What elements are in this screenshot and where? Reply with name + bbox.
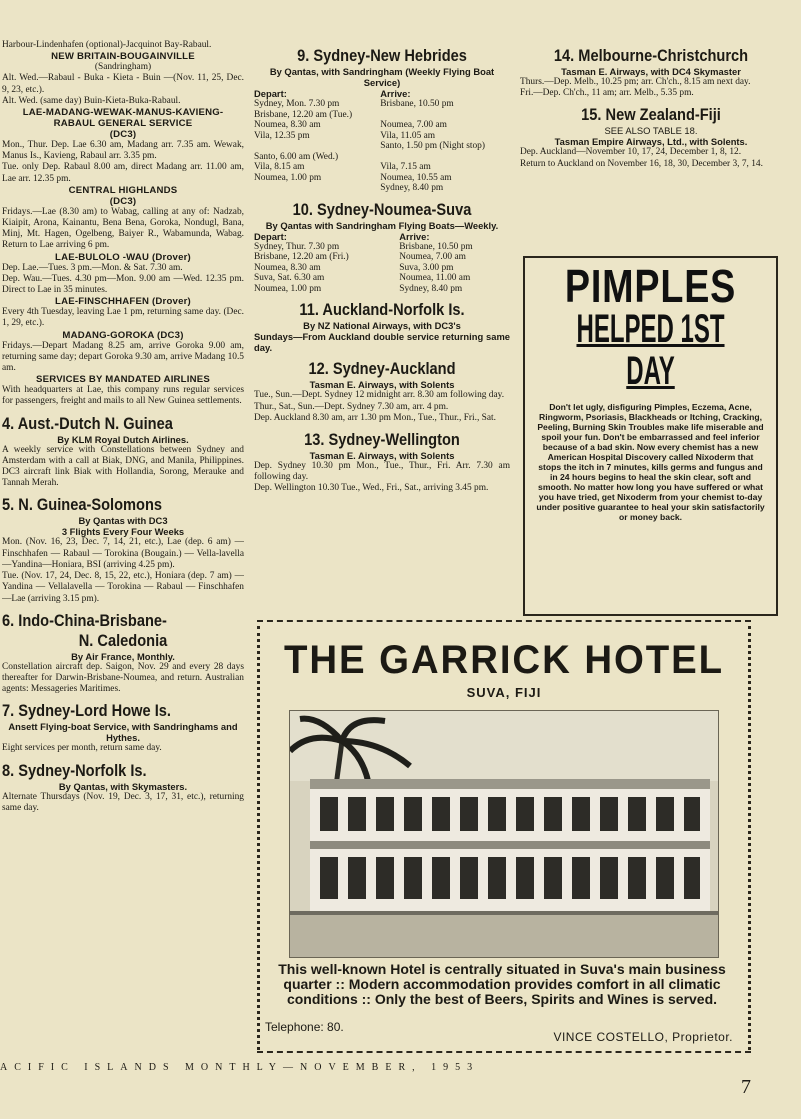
paragraph: Fri.—Dep. Ch'ch., 11 am; arr. Melb., 5.35 pm. — [520, 88, 694, 99]
byline: By Qantas, with Skymasters. — [58, 780, 188, 792]
paragraph: Dep. Wau.—Tues. 4.30 pm—Mon. 9.00 am —Wed. 12.35 pm. Direct to Lae in 35 minutes. — [2, 273, 244, 296]
table-row — [254, 152, 510, 163]
byline: Tasman E. Airways, with Solents — [309, 379, 455, 391]
byline: By Air France, Monthly. — [71, 650, 175, 662]
table-cell — [254, 183, 374, 194]
table-cell: Noumea, 8.30 am — [254, 120, 321, 130]
table-cell — [374, 152, 510, 163]
paragraph: Harbour-Lindenhafen (optional)-Jacquinot Bay-Rabaul. — [2, 40, 212, 50]
table-cell: Suva, 3.00 pm — [399, 262, 454, 273]
section-heading: 13. Sydney-Wellington — [304, 430, 460, 450]
ad-body: Don't let ugly, disfiguring Pimples, Eczema, Acne, Ringworm, Psoriasis, Blackheads or Itching, Cracking, Peeling, Burning Skin Troubles make life miserable and spoil your fun. Don't be embarrassed and feel inferior because of a bad skin. Now every chemist has a new American Hospital Discovery called Nixoderm that stops the itch in 7 minutes, kills germs and fungus and in 24 hours begins to heal the skin clear, soft and smooth. No matter how long you have suffered or what you have tried, get Nixoderm from your chemist to-day under positive guarantee to heal your skin satisfactorily or money back. — [536, 402, 765, 522]
table-cell: Santo, 6.00 am (Wed.) — [254, 151, 339, 162]
border-right — [748, 626, 751, 1050]
section-heading: 5. N. Guinea-Solomons — [2, 495, 163, 515]
section-heading: 6. Indo-China-Brisbane- — [2, 610, 167, 630]
table-cell: Vila, 7.15 am — [380, 162, 431, 172]
footer-masthead: ACIFIC ISLANDS MONTHLY—NOVEMBER, 1953 — [0, 1062, 480, 1073]
table-row — [254, 131, 510, 142]
paragraph: Return to Auckland on November 16, 18, 30, December 3, 7, 14. — [520, 158, 763, 169]
paragraph: Thurs.—Dep. Melb., 10.25 pm; arr. Ch'ch., 8.15 am next day. — [520, 77, 751, 87]
table-row — [254, 183, 510, 194]
arrive-header: Arrive: — [399, 230, 430, 242]
section-heading: 11. Auckland-Norfolk Is. — [299, 300, 465, 319]
route-heading: CENTRAL HIGHLANDS — [68, 184, 178, 196]
table-cell: Vila, 11.05 am — [380, 130, 436, 141]
table-cell: Brisbane, 10.50 pm — [380, 99, 454, 109]
paragraph: Dep. Sydney 10.30 pm Mon., Tue., Thur., Fri. Arr. 7.30 am following day. — [254, 461, 510, 483]
aircraft-type: (Sandringham) — [94, 62, 152, 73]
table-cell: Brisbane, 10.50 pm — [399, 241, 473, 252]
table-cell — [374, 110, 510, 121]
timetable — [254, 231, 510, 295]
table-row — [254, 110, 510, 121]
paragraph: Dep. Wellington 10.30 Tue., Wed., Fri., Sat., arriving 3.45 pm. — [254, 483, 489, 494]
section-heading: 9. Sydney-New Hebrides — [297, 46, 467, 65]
section-heading: 7. Sydney-Lord Howe Is. — [2, 701, 171, 721]
page-number: 7 — [741, 1076, 751, 1098]
table-cell: Noumea, 10.55 am — [380, 172, 452, 183]
paragraph: Alt. Wed. (same day) Buin-Kieta-Buka-Rabaul. — [2, 95, 181, 106]
paragraph: Sundays—From Auckland double service returning same day. — [254, 331, 510, 354]
pimples-advertisement — [523, 256, 778, 616]
section-heading: 15. New Zealand-Fiji — [581, 105, 721, 125]
hotel-telephone: Telephone: 80. — [265, 1020, 344, 1034]
hotel-name: THE GARRICK HOTEL — [283, 638, 725, 682]
paragraph: Tue. (Nov. 17, 24, Dec. 8, 15, 22, etc.), Honiara (dep. 7 am) — Yandina — Vellalavella — Torokina — Rabaul — Finschhafen—Lae (arriving 3.15 pm). — [2, 571, 244, 604]
paragraph: Alt. Wed.—Rabaul - Buka - Kieta - Buin —(Nov. 11, 25, Dec. 9, 23, etc.). — [2, 73, 244, 95]
section-heading: 4. Aust.-Dutch N. Guinea — [2, 413, 173, 433]
paragraph: Tue., Sun.—Dept. Sydney 12 midnight arr. 8.30 am following day. — [254, 390, 505, 401]
hotel-advertisement — [257, 618, 751, 1058]
table-cell: Sydney, 8.40 pm — [380, 183, 444, 193]
paragraph: Mon., Thur. Dep. Lae 6.30 am, Madang arr. 7.35 am. Wewak, Manus Is., Kavieng, Rabaul arr. 3.35 pm. — [2, 140, 244, 162]
table-row — [254, 273, 510, 284]
aircraft-type: (DC3) — [109, 129, 137, 141]
column-middle — [254, 40, 510, 640]
table-row — [254, 99, 510, 110]
table-row — [254, 173, 510, 184]
paragraph: Dep. Lae.—Tues. 3 pm.—Mon. & Sat. 7.30 am. — [2, 262, 183, 273]
byline: By Qantas with DC3 — [78, 515, 168, 527]
table-cell: Sydney, 8.40 pm — [399, 283, 463, 294]
section-heading: 14. Melbourne-Christchurch — [553, 46, 749, 65]
table-cell — [254, 141, 374, 152]
column-left — [2, 40, 244, 1030]
hotel-photo — [289, 710, 719, 958]
border-left — [257, 626, 260, 1050]
table-cell: Suva, Sat. 6.30 am — [254, 273, 325, 283]
see-also-note: SEE ALSO TABLE 18. — [604, 125, 698, 137]
table-cell: Noumea, 11.00 am — [399, 273, 471, 283]
paragraph: A weekly service with Constellations between Sydney and Amsterdam with a call at Biak, DNG, and Manila, Philippines. DC3 aircraft link Biak with Hollandia, Sorong, Merauke and Tannah Merah. — [2, 444, 244, 489]
paragraph: Fridays.—Lae (8.30 am) to Wabag, calling at any of: Nadzab, Kiaipit, Arona, Kainantu, Bena Bena, Goroka, Nondugl, Bana, Minj, Mt. Hagen, Ogelbeng, Baiyer R., Wabamunda, Wabag. Return to Lae arriving 6 pm. — [2, 206, 244, 251]
table-cell: Brisbane, 12.20 am (Tue.) — [254, 109, 353, 120]
table-row — [254, 242, 510, 253]
table-cell: Vila, 8.15 am — [254, 162, 305, 172]
route-heading: MADANG-GOROKA (DC3) — [62, 329, 184, 341]
table-row — [254, 120, 510, 131]
table-cell: Sydney, Thur. 7.30 pm — [254, 241, 340, 252]
byline: Ansett Flying-boat Service, with Sandringhams and Hythes. — [8, 721, 238, 744]
section-heading: 10. Sydney-Noumea-Suva — [292, 199, 472, 219]
table-row — [254, 252, 510, 263]
ad-headline: PIMPLES — [564, 260, 737, 312]
byline: Tasman E. Airways, with Solents — [309, 450, 455, 462]
section-heading: 12. Sydney-Auckland — [308, 359, 456, 379]
table-cell: Sydney, Mon. 7.30 pm — [254, 99, 340, 109]
table-cell: Noumea, 7.00 am — [399, 252, 466, 262]
paragraph: Every 4th Tuesday, leaving Lae 1 pm, returning same day. (Dec. 1, 29, etc.). — [2, 307, 244, 329]
byline: Tasman Empire Airways, Ltd., with Solents. — [554, 136, 748, 148]
paragraph: Fridays.—Depart Madang 8.25 am, arrive Goroka 9.00 am, returning same day; depart Goroka 9.30 am, arrive Madang 10.5 am. — [2, 340, 244, 374]
byline: By Qantas, with Sandringham (Weekly Flying Boat Service) — [269, 66, 495, 88]
hotel-proprietor: VINCE COSTELLO, Proprietor. — [553, 1030, 733, 1044]
hotel-location: SUVA, FIJI — [466, 685, 542, 700]
timetable — [254, 88, 510, 194]
table-cell: Santo, 1.50 pm (Night stop) — [380, 141, 485, 151]
hotel-building-image — [290, 711, 718, 957]
hotel-description: This well-known Hotel is centrally situated in Suva's main business quarter :: Modern accommodation provides comfort in all climatic conditions :: Only the best of Beers, Spirits and Wines is served. — [278, 961, 726, 1007]
table-cell: Noumea, 1.00 pm — [254, 172, 322, 183]
table-cell: Noumea, 8.30 am — [254, 262, 321, 273]
depart-header: Depart: — [254, 88, 287, 99]
paragraph: With headquarters at Lae, this company runs regular services for passengers, freight and mails to all New Guinea settlements. — [2, 385, 244, 407]
paragraph: Alternate Thursdays (Nov. 19, Dec. 3, 17, 31, etc.), returning same day. — [2, 791, 244, 813]
border-top — [257, 620, 751, 625]
table-cell: Vila, 12.35 pm — [254, 130, 310, 141]
table-cell: Noumea, 7.00 am — [380, 120, 447, 130]
route-heading: LAE-MADANG-WEWAK-MANUS-KAVIENG-RABAUL GENERAL SERVICE — [22, 107, 224, 130]
paragraph: Mon. (Nov. 16, 23, Dec. 7, 14, 21, etc.), Lae (dep. 6 am) — Finschhafen — Rabaul — Torokina (Bougain.) — Vella-lavella—Yandina—Honiara, BSI (arriving 4.25 pm). — [2, 537, 244, 570]
table-cell: Noumea, 1.00 pm — [254, 283, 322, 294]
paragraph: Eight services per month, return same day. — [2, 743, 162, 754]
paragraph: Thur., Sat., Sun.—Dept. Sydney 7.30 am, arr. 4 pm. — [254, 401, 449, 412]
table-cell: Brisbane, 12.20 am (Fri.) — [254, 252, 349, 262]
paragraph: Dep. Auckland—November 10, 17, 24, December 1, 8, 12. — [520, 147, 742, 158]
byline: By KLM Royal Dutch Airlines. — [57, 433, 189, 445]
byline: Tasman E. Airways, with DC4 Skymaster — [561, 66, 741, 77]
section-heading: N. Caledonia — [78, 630, 168, 650]
border-bottom — [257, 1051, 751, 1056]
table-row — [254, 141, 510, 152]
byline: 3 Flights Every Four Weeks — [61, 526, 185, 538]
route-heading: LAE-BULOLO -WAU (Drover) — [55, 251, 191, 263]
paragraph: Constellation aircraft dep. Saigon, Nov. 29 and every 28 days thereafter for Darwin-Brisbane-Noumea, and return. Australian agents: Messageries Maritimes. — [2, 661, 244, 695]
route-heading: SERVICES BY MANDATED AIRLINES — [36, 374, 210, 386]
ad-subheadline: HELPED 1ST DAY — [576, 307, 725, 393]
table-row — [254, 263, 510, 274]
aircraft-type: (DC3) — [109, 195, 137, 207]
arrive-header: Arrive: — [380, 88, 411, 99]
route-heading: LAE-FINSCHHAFEN (Drover) — [55, 296, 191, 308]
table-row — [254, 162, 510, 173]
paragraph: Tue. only Dep. Rabaul 8.00 am, direct Madang arr. 11.00 am, Lae arr. 12.35 pm. — [2, 162, 244, 184]
column-right — [520, 40, 782, 255]
byline: By NZ National Airways, with DC3's — [303, 320, 461, 331]
section-heading: 8. Sydney-Norfolk Is. — [2, 760, 147, 780]
byline: By Qantas with Sandringham Flying Boats—Weekly. — [265, 219, 499, 231]
route-heading: NEW BRITAIN-BOUGAINVILLE — [51, 51, 195, 63]
table-row — [254, 284, 510, 295]
depart-header: Depart: — [254, 230, 287, 242]
paragraph: Dep. Auckland 8.30 am, arr 1.30 pm Mon., Tue., Thur., Fri., Sat. — [254, 412, 497, 423]
